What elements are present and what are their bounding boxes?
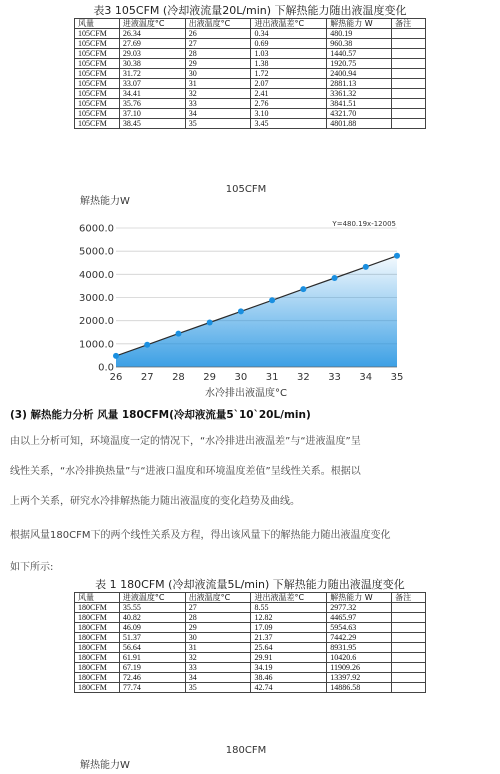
table-cell: 32 <box>185 653 251 663</box>
chart-105cfm <box>60 180 410 402</box>
table-cell: 35.76 <box>119 99 185 109</box>
table-cell <box>392 109 426 119</box>
table-cell: 14886.58 <box>327 683 392 693</box>
table-cell: 4321.70 <box>327 109 392 119</box>
table-cell: 12.82 <box>251 613 327 623</box>
chart1-y-tick-label: 2000.0 <box>79 316 114 328</box>
chart1-xlabel: 水冷排出液温度°C <box>205 388 287 399</box>
table-row <box>75 643 426 653</box>
table1-body <box>75 603 426 693</box>
table-row <box>75 89 426 99</box>
chart1-x-tick-label: 33 <box>328 372 341 383</box>
chart1-x-tick-label: 32 <box>296 372 310 383</box>
paragraph-line: 线性关系，“水冷排换热量”与“进液口温度和环境温度差值”呈线性关系。根据以 <box>10 466 361 477</box>
table-cell: 5954.63 <box>327 623 392 633</box>
table-cell: 32 <box>185 89 251 99</box>
table1-caption: 表 1 180CFM (冷却液流量5L/min) 下解热能力随出液温度变化 <box>95 578 405 591</box>
table-cell: 21.37 <box>251 633 327 643</box>
table1-header-row <box>75 593 426 603</box>
table-cell: 30.38 <box>119 59 185 69</box>
table1 <box>74 592 426 693</box>
chart1-equation: Y=480.19x-12005 <box>332 220 396 228</box>
table-header-cell: 备注 <box>392 19 426 29</box>
table-header-cell: 进出液温差°C <box>251 593 327 603</box>
chart1-x-tick-labels <box>110 372 404 383</box>
table-cell: 31.72 <box>119 69 185 79</box>
table-cell: 67.19 <box>119 663 185 673</box>
table-cell: 27 <box>185 603 251 613</box>
table-cell: 33.07 <box>119 79 185 89</box>
table-cell: 28 <box>185 49 251 59</box>
table-header-cell: 进液温度°C <box>119 593 185 603</box>
table-cell: 1920.75 <box>327 59 392 69</box>
chart1-y-tick-labels <box>79 224 114 374</box>
table-cell <box>392 59 426 69</box>
table-row <box>75 79 426 89</box>
chart1-area-fill <box>116 256 397 367</box>
table-cell <box>392 663 426 673</box>
table-cell: 4465.97 <box>327 613 392 623</box>
table-cell: 38.46 <box>251 673 327 683</box>
table-cell: 2881.13 <box>327 79 392 89</box>
table-cell: 29 <box>185 59 251 69</box>
table-cell: 77.74 <box>119 683 185 693</box>
table-row <box>75 603 426 613</box>
table-row <box>75 683 426 693</box>
table-cell: 105CFM <box>75 49 120 59</box>
table-cell: 180CFM <box>75 603 120 613</box>
table-header-cell: 风量 <box>75 19 120 29</box>
table-cell: 11909.26 <box>327 663 392 673</box>
chart1-title: 105CFM <box>225 184 267 195</box>
table-cell: 72.46 <box>119 673 185 683</box>
table-cell: 105CFM <box>75 39 120 49</box>
table-cell: 0.69 <box>251 39 327 49</box>
table-row <box>75 663 426 673</box>
chart2-ylabel: 解热能力W <box>80 760 130 771</box>
table-cell: 29.03 <box>119 49 185 59</box>
table-cell: 3.10 <box>251 109 327 119</box>
table-cell <box>392 29 426 39</box>
table-cell: 46.09 <box>119 623 185 633</box>
table-header-cell: 进出液温差°C <box>251 19 327 29</box>
table-cell <box>392 49 426 59</box>
table-cell: 105CFM <box>75 109 120 119</box>
table-row <box>75 623 426 633</box>
table-row <box>75 69 426 79</box>
paragraph-line: 由以上分析可知，环境温度一定的情况下，“水冷排进出液温差”与“进液温度”呈 <box>10 436 361 447</box>
table-cell: 29.91 <box>251 653 327 663</box>
table-cell: 3841.51 <box>327 99 392 109</box>
table-cell: 180CFM <box>75 673 120 683</box>
table-cell: 105CFM <box>75 119 120 129</box>
chart1-x-tick-label: 31 <box>265 372 279 383</box>
table-cell: 33 <box>185 99 251 109</box>
table-cell: 27 <box>185 39 251 49</box>
chart1-x-tick-label: 28 <box>172 372 185 383</box>
table-cell: 34 <box>185 109 251 119</box>
table-cell: 61.91 <box>119 653 185 663</box>
table-cell: 105CFM <box>75 59 120 69</box>
table-cell <box>392 69 426 79</box>
chart1-data-point <box>363 264 369 270</box>
table-cell: 180CFM <box>75 683 120 693</box>
table-cell: 34.41 <box>119 89 185 99</box>
table-row <box>75 633 426 643</box>
table-cell <box>392 623 426 633</box>
table-cell: 42.74 <box>251 683 327 693</box>
table-cell: 2.07 <box>251 79 327 89</box>
table-cell: 180CFM <box>75 633 120 643</box>
table-cell: 35 <box>185 683 251 693</box>
chart1-data-point <box>300 286 306 292</box>
table-cell <box>392 89 426 99</box>
chart1-y-tick-label: 3000.0 <box>79 293 114 304</box>
table-cell: 2400.94 <box>327 69 392 79</box>
chart1-data-point <box>113 353 119 359</box>
table-cell: 30 <box>185 69 251 79</box>
table-header-cell: 出液温度°C <box>185 19 251 29</box>
table-cell: 35 <box>185 119 251 129</box>
table3-caption: 表3 105CFM (冷却液流量20L/min) 下解热能力随出液温度变化 <box>93 4 407 17</box>
table-cell: 105CFM <box>75 99 120 109</box>
chart1-data-point <box>144 342 150 348</box>
table3-header-row <box>75 19 426 29</box>
table-cell: 2977.32 <box>327 603 392 613</box>
table-cell: 37.10 <box>119 109 185 119</box>
table-header-cell: 风量 <box>75 593 120 603</box>
table-cell: 38.45 <box>119 119 185 129</box>
table-cell: 7442.29 <box>327 633 392 643</box>
chart1-data-point <box>269 297 275 303</box>
table-cell <box>392 643 426 653</box>
table-cell: 180CFM <box>75 623 120 633</box>
chart1-y-tick-label: 1000.0 <box>79 339 114 351</box>
table-cell: 26 <box>185 29 251 39</box>
table-row <box>75 613 426 623</box>
table-row <box>75 99 426 109</box>
table-cell: 1.72 <box>251 69 327 79</box>
table-cell <box>392 633 426 643</box>
table-cell: 1440.57 <box>327 49 392 59</box>
table-row <box>75 49 426 59</box>
table-cell: 25.64 <box>251 643 327 653</box>
chart1-data-point <box>238 308 244 314</box>
table-cell: 34 <box>185 673 251 683</box>
table-cell: 1.03 <box>251 49 327 59</box>
chart1-x-tick-label: 27 <box>140 372 154 383</box>
table-cell: 40.82 <box>119 613 185 623</box>
table-row <box>75 29 426 39</box>
chart1-x-tick-label: 34 <box>359 372 373 383</box>
table-cell <box>392 119 426 129</box>
table-cell: 26.34 <box>119 29 185 39</box>
table-cell: 51.37 <box>119 633 185 643</box>
table-cell <box>392 673 426 683</box>
table-cell: 56.64 <box>119 643 185 653</box>
chart1-ylabel: 解热能力W <box>80 196 130 207</box>
table-cell: 480.19 <box>327 29 392 39</box>
chart1-data-point <box>332 275 338 281</box>
table-cell: 180CFM <box>75 613 120 623</box>
table-cell: 4801.88 <box>327 119 392 129</box>
table-cell <box>392 683 426 693</box>
table-row <box>75 653 426 663</box>
table-cell: 1.38 <box>251 59 327 69</box>
table-cell: 10420.6 <box>327 653 392 663</box>
table-cell <box>392 99 426 109</box>
table-cell: 31 <box>185 643 251 653</box>
table-row <box>75 39 426 49</box>
table-cell: 8.55 <box>251 603 327 613</box>
chart2-title: 180CFM <box>225 745 267 756</box>
table-cell <box>392 79 426 89</box>
chart-180cfm <box>60 742 410 774</box>
table-cell: 105CFM <box>75 69 120 79</box>
table-cell: 0.34 <box>251 29 327 39</box>
table-cell: 33 <box>185 663 251 673</box>
table-header-cell: 进液温度°C <box>119 19 185 29</box>
table-cell: 105CFM <box>75 29 120 39</box>
table-cell: 29 <box>185 623 251 633</box>
table-cell: 30 <box>185 633 251 643</box>
table-cell: 31 <box>185 79 251 89</box>
table-cell <box>392 613 426 623</box>
chart1-y-tick-label: 4000.0 <box>79 269 114 281</box>
chart1-data-point <box>394 253 400 259</box>
table3 <box>74 18 426 129</box>
table-cell: 34.19 <box>251 663 327 673</box>
table-cell: 17.09 <box>251 623 327 633</box>
table-cell <box>392 603 426 613</box>
chart1-data-point <box>207 320 213 326</box>
table-cell: 2.76 <box>251 99 327 109</box>
paragraph-line: 上两个关系，研究水冷排解热能力随出液温度的变化趋势及曲线。 <box>10 496 300 507</box>
table-cell: 3361.32 <box>327 89 392 99</box>
chart1-x-tick-label: 26 <box>109 372 123 383</box>
table-row <box>75 673 426 683</box>
table-row <box>75 109 426 119</box>
paragraph-line: 根据风量180CFM下的两个线性关系及方程，得出该风量下的解热能力随出液温度变化 <box>10 530 391 541</box>
table-cell: 105CFM <box>75 89 120 99</box>
table-header-cell: 备注 <box>392 593 426 603</box>
table-cell: 180CFM <box>75 653 120 663</box>
chart1-data-point <box>175 331 181 337</box>
table-cell: 180CFM <box>75 663 120 673</box>
table-cell: 180CFM <box>75 643 120 653</box>
paragraph-line: 如下所示: <box>10 562 54 573</box>
table-cell: 28 <box>185 613 251 623</box>
chart1-y-tick-label: 6000.0 <box>79 223 114 235</box>
table-cell: 3.45 <box>251 119 327 129</box>
table3-body <box>75 29 426 129</box>
chart1-y-tick-label: 5000.0 <box>79 246 114 258</box>
table-cell: 2.41 <box>251 89 327 99</box>
table-cell: 13397.92 <box>327 673 392 683</box>
chart1-y-tick-label: 0.0 <box>98 362 114 374</box>
table-header-cell: 解热能力 W <box>327 593 392 603</box>
table-header-cell: 出液温度°C <box>185 593 251 603</box>
table-cell: 27.69 <box>119 39 185 49</box>
chart1-x-tick-label: 29 <box>203 372 217 383</box>
table-cell: 35.55 <box>119 603 185 613</box>
chart1-x-tick-label: 35 <box>390 372 404 383</box>
table-cell: 960.38 <box>327 39 392 49</box>
chart1-x-tick-label: 30 <box>234 372 248 383</box>
table-cell <box>392 39 426 49</box>
table-cell: 8931.95 <box>327 643 392 653</box>
table-cell <box>392 653 426 663</box>
table-header-cell: 解热能力 W <box>327 19 392 29</box>
table-cell: 105CFM <box>75 79 120 89</box>
table-row <box>75 119 426 129</box>
table-row <box>75 59 426 69</box>
section-title: (3) 解热能力分析 风量 180CFM(冷却液流量5`10`20L/min) <box>10 409 311 421</box>
